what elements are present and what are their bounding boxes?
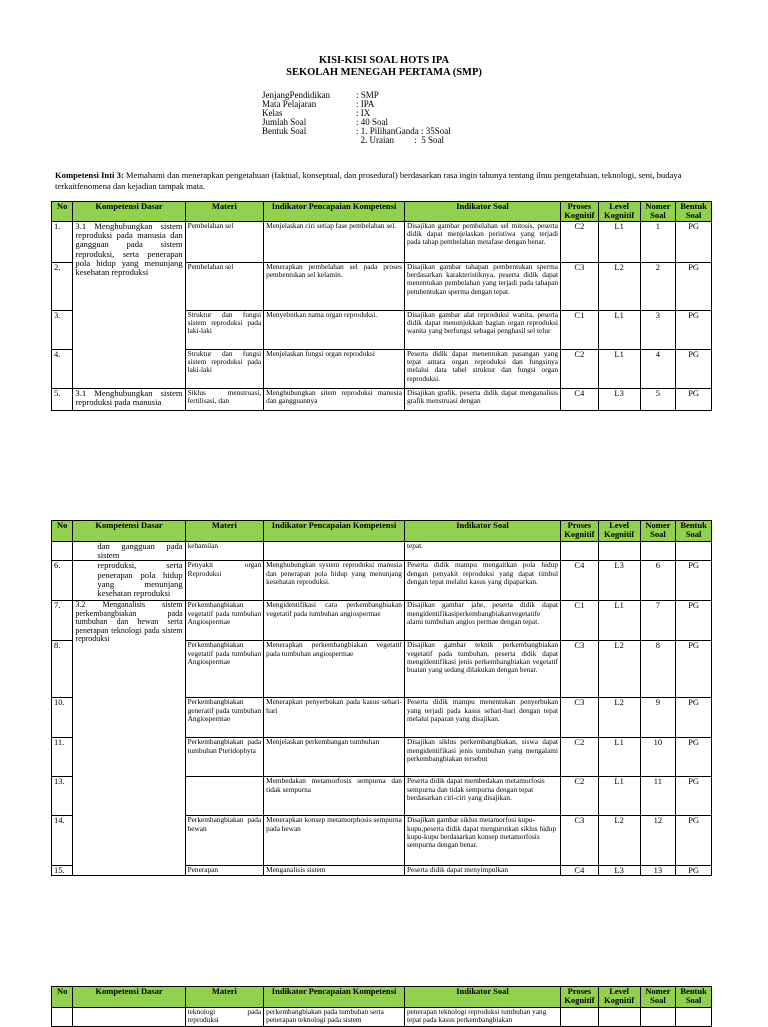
info-value: : 1. PilihanGanda : 35Soal <box>356 126 451 136</box>
cell-indikator-pencapaian: Menyebutkan nama organ reproduksi. <box>264 311 405 350</box>
cell-level-kognitif: L1 <box>598 738 640 777</box>
info-value: : IPA <box>356 99 375 109</box>
cell-indikator-soal: tepat. <box>404 542 560 561</box>
info-value: : 40 Soal <box>356 117 389 127</box>
cell-no: 14. <box>52 816 73 866</box>
cell-materi: kehamilan <box>185 542 264 561</box>
cell-bentuk-soal: PG <box>676 866 712 876</box>
cell-proses-kognitif: C2 <box>561 777 599 816</box>
cell-no: 13. <box>52 777 73 816</box>
header-no: No <box>52 202 73 222</box>
cell-materi: Penyakit organ Reproduksi <box>185 561 264 601</box>
document-subtitle: SEKOLAH MENEGAH PERTAMA (SMP) <box>286 67 482 78</box>
cell-no: 6. <box>52 561 73 601</box>
header-level-kognitif: Level Kognitif <box>598 987 640 1008</box>
header-no: No <box>52 987 73 1008</box>
info-value: 2. Uraian : 5 Soal <box>356 135 444 145</box>
cell-proses-kognitif: C1 <box>561 601 599 641</box>
header-level-kognitif: Level Kognitif <box>598 202 640 222</box>
cell-indikator-soal: Peserta didik mampu mengaitkan pola hidup dengan penyakit reproduksi yang dapat timbul dengan tepat melalui kasus yang dipaparkan. <box>404 561 560 601</box>
cell-level-kognitif: L1 <box>598 350 640 389</box>
document-title: KISI-KISI SOAL HOTS IPA <box>318 55 450 66</box>
cell-no: 5. <box>52 389 73 411</box>
cell-proses-kognitif: C3 <box>561 816 599 866</box>
cell-kompetensi-dasar: 3.2 Menganalisis sistem perkembangbiakan pada tumbuhan dan hewan serta penerapan teknologi pada sistem reproduksi <box>73 601 185 876</box>
header-proses-kognitif: Proses Kognitif <box>561 521 599 542</box>
cell-level-kognitif: L2 <box>598 641 640 698</box>
cell-indikator-soal: Disajikan gambar teknik perkembangbiakan vegetatif pada tumbuhan, peserta didik dapat mengidentifikasi jenis perkembangbiakan vegetatif buatan yang sedang dilakukan dengan benar. <box>404 641 560 698</box>
cell-indikator-pencapaian <box>264 542 405 561</box>
header-indikator-pencapaian: Indikator Pencapaian Kompetensi <box>264 202 405 222</box>
info-label: Jumlah Soal <box>262 117 307 127</box>
cell-level-kognitif: L3 <box>598 389 640 411</box>
cell-indikator-soal: Disajikan gambar jahe, peserta didik dapat mengidentifikasiperkembangbiakanvegetatife alami tumbuhan angios permae dengan tepat. <box>404 601 560 641</box>
cell-bentuk-soal: PG <box>676 389 712 411</box>
cell-proses-kognitif: C1 <box>561 311 599 350</box>
cell-materi: Perkembangbiakan pada tumbuhan Pteridophyta <box>185 738 264 777</box>
cell-proses-kognitif <box>561 542 599 561</box>
cell-level-kognitif: L1 <box>598 777 640 816</box>
cell-bentuk-soal: PG <box>676 738 712 777</box>
cell-nomer-soal: 5 <box>640 389 676 411</box>
cell-indikator-soal: Peserta didik dapat menyimpulkan <box>404 866 560 876</box>
cell-kompetensi-dasar: 3.1 Menghubungkan sistem reproduksi pada manusia dan gangguan pada sistem reproduksi, serta penerapan pola hidup yang menunjang kesehatan reproduksi <box>73 222 185 389</box>
cell-indikator-pencapaian: Menerapkan pembelahan sel pada proses pembentukan sel kelamin. <box>264 263 405 311</box>
cell-materi: Pembelahan sel <box>185 222 264 263</box>
cell-bentuk-soal: PG <box>676 698 712 738</box>
cell-proses-kognitif: C4 <box>561 561 599 601</box>
cell-level-kognitif: L1 <box>598 311 640 350</box>
kisi-table-3 <box>51 986 712 1027</box>
cell-materi: teknologi pada reproduksi <box>185 1008 264 1027</box>
header-materi: Materi <box>185 521 264 542</box>
header-indikator-soal: Indikator Soal <box>404 202 560 222</box>
cell-nomer-soal: 2 <box>640 263 676 311</box>
cell-indikator-soal: Peserta didik mampu menentukan penyerbukan yang terjadi pada kasus sehari-hari dengan tepat melalui paparan yang disajikan. <box>404 698 560 738</box>
cell-bentuk-soal: PG <box>676 222 712 263</box>
cell-nomer-soal: 12 <box>640 816 676 866</box>
cell-no: 3. <box>52 311 73 350</box>
cell-level-kognitif: L2 <box>598 816 640 866</box>
cell-indikator-pencapaian: Menjelaskan ciri setiap fase pembelahan sel. <box>264 222 405 263</box>
header-indikator-pencapaian: Indikator Pencapaian Kompetensi <box>264 987 405 1008</box>
info-label: Kelas <box>262 108 283 118</box>
ki-label: Kompetensi Inti 3: <box>55 170 124 180</box>
cell-level-kognitif: L3 <box>598 561 640 601</box>
cell-proses-kognitif: C3 <box>561 641 599 698</box>
header-kompetensi-dasar: Kompetensi Dasar <box>73 987 185 1008</box>
header-bentuk-soal: Bentuk Soal <box>676 202 712 222</box>
cell-nomer-soal: 10 <box>640 738 676 777</box>
cell-proses-kognitif: C3 <box>561 263 599 311</box>
cell-indikator-pencapaian: Menerapkan konsep metamorphosis sempurna pada hewan <box>264 816 405 866</box>
cell-proses-kognitif: C4 <box>561 866 599 876</box>
header-bentuk-soal: Bentuk Soal <box>676 521 712 542</box>
header-level-kognitif: Level Kognitif <box>598 521 640 542</box>
info-value: : IX <box>356 108 371 118</box>
cell-no: 10. <box>52 698 73 738</box>
header-nomer-soal: Nomer Soal <box>640 987 676 1008</box>
cell-proses-kognitif: C4 <box>561 389 599 411</box>
cell-nomer-soal: 8 <box>640 641 676 698</box>
cell-bentuk-soal: PG <box>676 601 712 641</box>
cell-nomer-soal: 9 <box>640 698 676 738</box>
cell-proses-kognitif: C2 <box>561 738 599 777</box>
cell-indikator-pencapaian: Menganalisis sistem <box>264 866 405 876</box>
cell-kompetensi-dasar: reproduksi, serta penerapan pola hidup yang menunjang kesehatan reproduksi <box>73 561 185 601</box>
header-kompetensi-dasar: Kompetensi Dasar <box>73 521 185 542</box>
table-row <box>52 389 712 411</box>
header-nomer-soal: Nomer Soal <box>640 521 676 542</box>
info-label: JenjangPendidikan <box>262 90 330 100</box>
cell-level-kognitif: L1 <box>598 222 640 263</box>
cell-bentuk-soal: PG <box>676 263 712 311</box>
cell-indikator-pencapaian: Menerapkan perkembangbiakan vegetatif pada tumbuhan angiospermae <box>264 641 405 698</box>
cell-level-kognitif: L2 <box>598 698 640 738</box>
table-row <box>52 601 712 641</box>
cell-indikator-pencapaian: Menerapkan penyerbukan pada kasus sehari-hari <box>264 698 405 738</box>
ki-text: Memahami dan menerapkan pengetahuan (faktual, konseptual, dan prosedural) berdasarkan rasa ingin tahunya tentang ilmu pengetahuan, teknologi, seni, budaya terkaitfenomena dan kejadian tampak mata. <box>55 170 682 191</box>
info-label: Mata Pelajaran <box>262 99 317 109</box>
cell-no: 11. <box>52 738 73 777</box>
cell-indikator-pencapaian: Menjelaskan perkembangan tumbuhan <box>264 738 405 777</box>
cell-indikator-pencapaian: perkembangbiakan pada tumbuhan serta penerapan teknologi pada sistem <box>264 1008 405 1027</box>
cell-bentuk-soal: PG <box>676 777 712 816</box>
cell-bentuk-soal <box>676 542 712 561</box>
cell-bentuk-soal: PG <box>676 561 712 601</box>
header-indikator-soal: Indikator Soal <box>404 521 560 542</box>
header-materi: Materi <box>185 202 264 222</box>
cell-nomer-soal: 6 <box>640 561 676 601</box>
kisi-table-2 <box>51 520 712 876</box>
table-header-row <box>52 987 712 1008</box>
cell-proses-kognitif: C2 <box>561 222 599 263</box>
cell-nomer-soal: 7 <box>640 601 676 641</box>
info-label: Bentuk Soal <box>262 126 307 136</box>
cell-kompetensi-dasar: dan gangguan pada sistem <box>73 542 185 561</box>
cell-no: 2. <box>52 263 73 311</box>
table-header-row <box>52 202 712 222</box>
table-row <box>52 561 712 601</box>
header-nomer-soal: Nomer Soal <box>640 202 676 222</box>
header-indikator-soal: Indikator Soal <box>404 987 560 1008</box>
header-no: No <box>52 521 73 542</box>
cell-no: 1. <box>52 222 73 263</box>
cell-materi: Struktur dan fungsi sistem reproduksi pada laki-laki <box>185 350 264 389</box>
cell-materi: Perkembangbiakan pada hewan <box>185 816 264 866</box>
table-header-row <box>52 521 712 542</box>
cell-indikator-soal: Disajikan gambar tahapan pembentukan sperma berdasarkan karakteristiknya, peserta didik dapat menentukan pembelahan yang terjadi pada tahapan pembentukan sperma dengan tepat. <box>404 263 560 311</box>
cell-nomer-soal: 3 <box>640 311 676 350</box>
cell-no: 15. <box>52 866 73 876</box>
cell-no: 4. <box>52 350 73 389</box>
cell-proses-kognitif: C2 <box>561 350 599 389</box>
cell-indikator-soal: Disajikan siklus perkembangbiakan, siswa dapat mengidentifikasi jenis tumbuhan yang mengalami perkembangbiakan tersebut <box>404 738 560 777</box>
cell-materi: Struktur dan fungsi sistem reproduksi pada laki-laki <box>185 311 264 350</box>
cell-level-kognitif: L1 <box>598 601 640 641</box>
cell-proses-kognitif: C3 <box>561 698 599 738</box>
cell-indikator-soal: Disajikan gambar pembelahan sel mitosis, peserta didik dapat menjelaskan peristiwa yang terjadi pada tahap pembelahan metafase dengan benar. <box>404 222 560 263</box>
cell-bentuk-soal: PG <box>676 816 712 866</box>
kompetensi-inti <box>55 170 715 191</box>
cell-no: 7. <box>52 601 73 641</box>
header-kompetensi-dasar: Kompetensi Dasar <box>73 202 185 222</box>
cell-nomer-soal: 4 <box>640 350 676 389</box>
cell-bentuk-soal: PG <box>676 350 712 389</box>
cell-indikator-pencapaian: Menghubungkan system reproduksi manusia dan penerapan pola hidup yang menunjang kesehatan reproduksi. <box>264 561 405 601</box>
table-row <box>52 542 712 561</box>
cell-nomer-soal: 1 <box>640 222 676 263</box>
cell-level-kognitif <box>598 542 640 561</box>
cell-level-kognitif: L2 <box>598 263 640 311</box>
cell-materi: Perkembangbiakan vegetatif pada tumbuhan Angiospermae <box>185 601 264 641</box>
cell-indikator-soal: penerapan teknologi reproduksi tumbuhan yang tepat pada kasus perkembangbiakan <box>404 1008 560 1027</box>
cell-materi: Pembelahan sel <box>185 263 264 311</box>
cell-indikator-soal: Disajikan gambar alat reproduksi wanita, peserta didik dapat menunjukkan bagian organ reproduksi wanita yang berfungsi sebagai penghasil sel telur <box>404 311 560 350</box>
cell-indikator-pencapaian: Menghubungkan sitem reproduksi manusia dan gangguannya <box>264 389 405 411</box>
cell-indikator-soal: Peserta didik dapat membedakan metamorfosis sempurna dan tidak sempurna dengan tepat berdasarkan ciri-ciri yang disajikan. <box>404 777 560 816</box>
header-proses-kognitif: Proses Kognitif <box>561 987 599 1008</box>
cell-nomer-soal <box>640 542 676 561</box>
info-value: : SMP <box>356 90 379 100</box>
header-proses-kognitif: Proses Kognitif <box>561 202 599 222</box>
cell-kompetensi-dasar: 3.1 Menghubungkan sistem reproduksi pada manusia <box>73 389 185 411</box>
cell-bentuk-soal: PG <box>676 311 712 350</box>
cell-no: 8. <box>52 641 73 698</box>
cell-indikator-soal: Disajikan gambar siklus metamorfosi kupu-kupu,peserta didik dapat mengurutkan siklus hidup kupu-kupu berdasarkan konsep metamorfosis sempurna dengan benar. <box>404 816 560 866</box>
cell-indikator-pencapaian: Membedakan metamorfosis sempurna dan tidak sempurna <box>264 777 405 816</box>
cell-indikator-pencapaian: Mengidentifikasi cara perkembangbiakan vegetatif pada tumbuhan angiospermae <box>264 601 405 641</box>
cell-indikator-soal: Disajikan grafik, peserta didik dapat menganalisis grafik menstruasi dengan <box>404 389 560 411</box>
cell-nomer-soal: 11 <box>640 777 676 816</box>
kisi-table-1 <box>51 201 712 411</box>
cell-nomer-soal: 13 <box>640 866 676 876</box>
cell-no <box>52 542 73 561</box>
cell-level-kognitif: L3 <box>598 866 640 876</box>
cell-indikator-soal: Peserta didik dapat menentukan pasangan yang tepat antara organ reproduksi dan fungsinya melalui data tabel struktur dan fungsi organ reproduksi. <box>404 350 560 389</box>
header-materi: Materi <box>185 987 264 1008</box>
cell-bentuk-soal: PG <box>676 641 712 698</box>
header-bentuk-soal: Bentuk Soal <box>676 987 712 1008</box>
table-row <box>52 222 712 263</box>
cell-materi: Perkembangbiakan generatif pada tumbuhan Angiospermae <box>185 698 264 738</box>
cell-materi <box>185 777 264 816</box>
header-indikator-pencapaian: Indikator Pencapaian Kompetensi <box>264 521 405 542</box>
cell-materi: Siklus menstruasi, fertilisasi, dan <box>185 389 264 411</box>
cell-materi: Perkembangbiakan vegetatif pada tumbuhan Angiospermae <box>185 641 264 698</box>
cell-materi: Penerapan <box>185 866 264 876</box>
cell-indikator-pencapaian: Menjelaskan fungsi organ reproduksi <box>264 350 405 389</box>
